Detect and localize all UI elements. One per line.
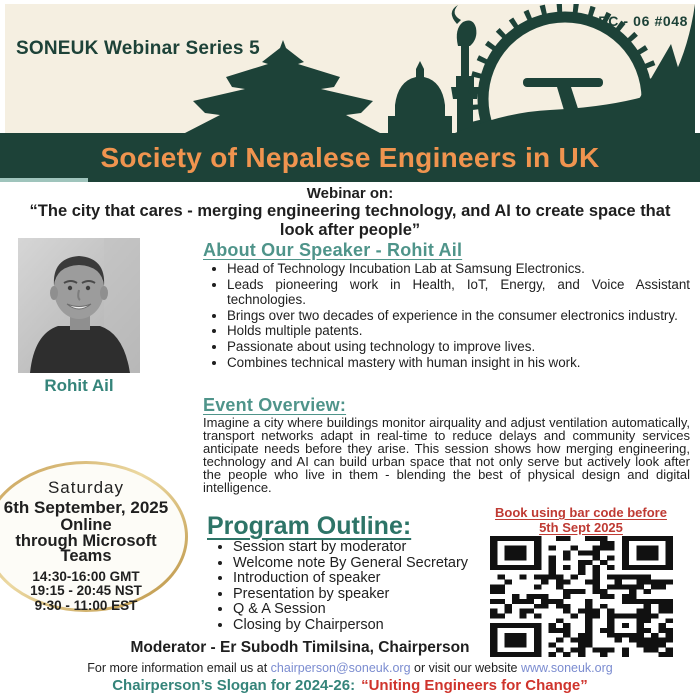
- organization-title: Society of Nepalese Engineers in UK: [100, 141, 600, 173]
- booking-note-line2: 5th Sept 2025: [539, 520, 623, 535]
- kathmandu-london-skyline-icon: [5, 4, 695, 133]
- contact-line: [0, 661, 700, 675]
- contact-prefix: For more information email us at: [87, 661, 271, 675]
- website-link[interactable]: www.soneuk.org: [521, 661, 613, 675]
- about-speaker-list: [203, 261, 690, 370]
- schedule-day: Saturday: [47, 478, 125, 497]
- slogan-quote: “Uniting Engineers for Change”: [361, 677, 588, 694]
- speaker-portrait-photo: [18, 238, 140, 373]
- speaker-bullet: • Leads pioneering work in Health, IoT, Energy, and Voice Assistant technologies.: [227, 277, 690, 308]
- schedule-time-est: 9:30 - 11:00 EST: [34, 597, 138, 613]
- booking-note-line1: Book using bar code before: [495, 505, 667, 520]
- speaker-name-caption: Rohit Ail: [44, 376, 114, 395]
- schedule-mode-line: Teams: [60, 547, 112, 565]
- event-overview-text: [203, 417, 690, 494]
- schedule-date: 6th September, 2025: [3, 498, 169, 517]
- webinar-label: Webinar on:: [306, 185, 394, 202]
- contact-middle: or visit our website: [410, 661, 521, 675]
- speaker-bullet: • Passionate about using technology to improve lives.: [227, 339, 690, 355]
- schedule-time-nst: 19:15 - 20:45 NST: [30, 583, 142, 598]
- slogan-label: Chairperson’s Slogan for 2024-26:: [112, 677, 356, 694]
- speaker-bullet: • Combines technical mastery with human insight in his work.: [227, 355, 690, 371]
- program-outline-list: [207, 540, 482, 634]
- program-item: • Q & A Session: [233, 602, 482, 618]
- event-overview-heading: Event Overview:: [203, 395, 347, 415]
- slogan-line: [0, 677, 700, 694]
- about-speaker-heading: About Our Speaker - Rohit Ail: [203, 240, 463, 260]
- webinar-title: “The city that cares - merging engineering technology, and AI to create space that look after people”: [29, 202, 671, 239]
- schedule-oval: [0, 461, 188, 612]
- schedule-time-gmt: 14:30-16:00 GMT: [32, 568, 140, 584]
- speaker-bullet: • Brings over two decades of experience in the consumer electronics industry.: [227, 308, 690, 324]
- series-title: SONEUK Webinar Series 5: [16, 38, 260, 59]
- portrait-image: [18, 238, 140, 373]
- moderator-line: Moderator - Er Subodh Timilsina, Chairperson: [130, 639, 470, 656]
- header-banner: [5, 4, 695, 133]
- booking-note: [478, 505, 684, 535]
- schedule-oval-inner: [0, 464, 185, 613]
- program-item: • Session start by moderator: [233, 540, 482, 556]
- program-item: • Welcome note By General Secretary: [233, 556, 482, 572]
- organization-title-banner: [0, 133, 700, 182]
- program-outline-heading: Program Outline:: [207, 512, 412, 540]
- email-link[interactable]: chairperson@soneuk.org: [270, 661, 411, 675]
- banner-edge-accent: [0, 178, 88, 182]
- schedule-mode-line: through Microsoft: [15, 531, 157, 550]
- program-item: • Closing by Chairperson: [233, 618, 482, 634]
- program-item: • Introduction of speaker: [233, 571, 482, 587]
- issue-code-badge: EC - 06 #048: [598, 13, 688, 29]
- program-item: • Presentation by speaker: [233, 587, 482, 603]
- schedule-mode-line: Online: [60, 516, 112, 534]
- speaker-bullet: • Holds multiple patents.: [227, 323, 690, 339]
- event-overview-paragraph: Imagine a city where buildings monitor airquality and adjust ventilation automatically, transport networks adapt in real-time to reduce delays and community services anticipate needs before they arise. This session shows how merging engineering, technology and AI can build urban space that not only serve but actively look after the people who live in them - blending the best of physical design and digital intelligence.: [203, 415, 690, 495]
- speaker-bullet: • Head of Technology Incubation Lab at Samsung Electronics.: [227, 261, 690, 277]
